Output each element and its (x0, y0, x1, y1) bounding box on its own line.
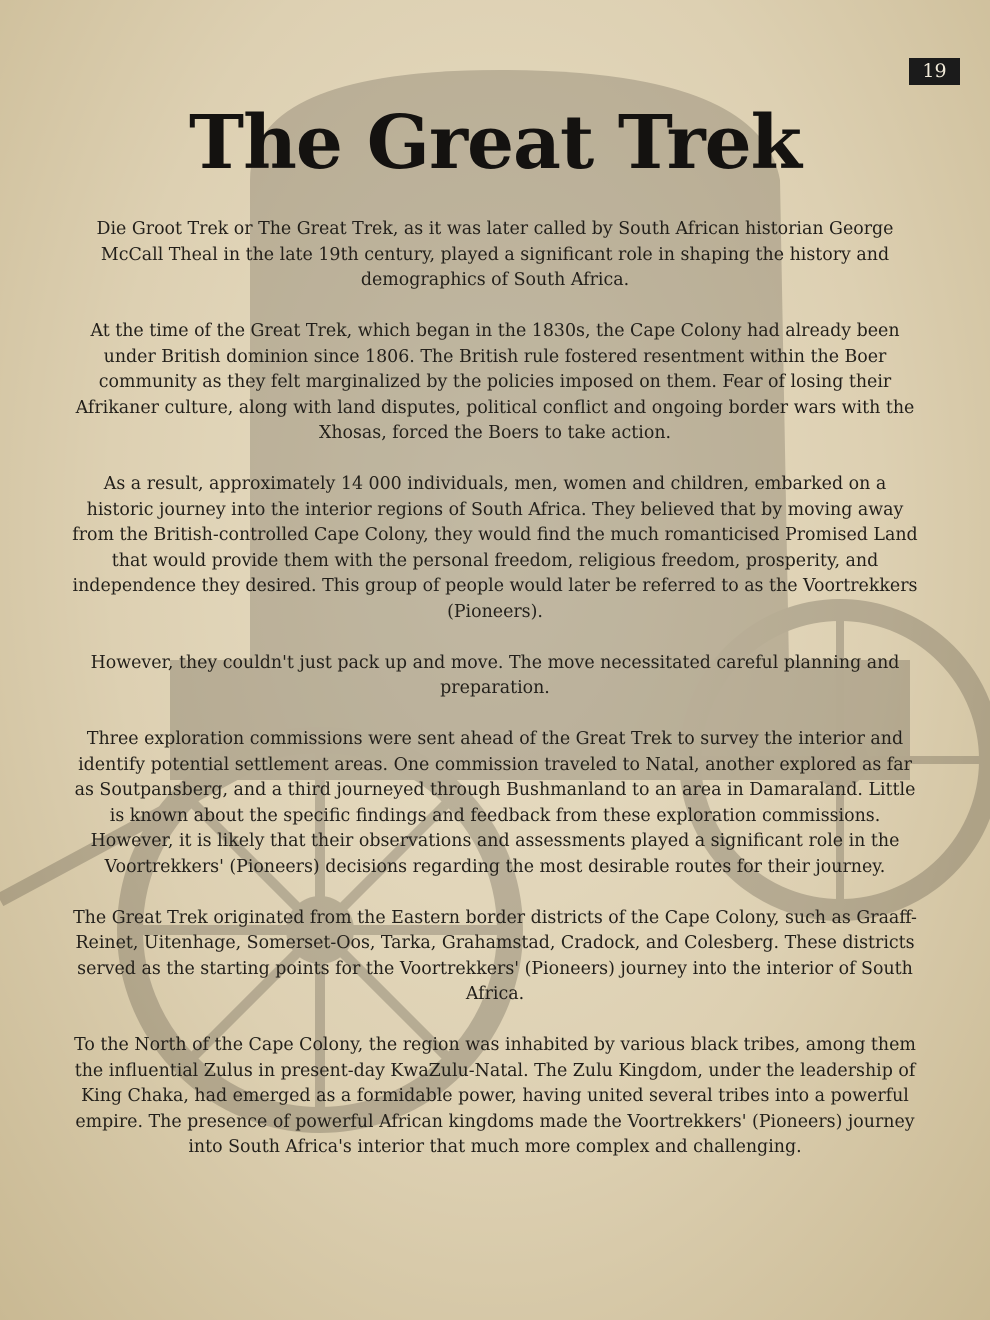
page-number-badge: 19 (909, 58, 960, 85)
paragraph-3: As a result, approximately 14 000 individuals, men, women and children, embarked on a historic journey into the interior regions of South Africa. They believed that by moving away from the British-controlled Cape Colony, they would find the much romanticised Promised Land that would provide them with the personal freedom, religious freedom, prosperity, and independence they desired. This group of people would later be referred to as the Voortrekkers (Pioneers). (72, 474, 918, 622)
paragraph-6: The Great Trek originated from the Eastern border districts of the Cape Colony, such as Graaff-Reinet, Uitenhage, Somerset-Oos, Tarka, Grahamstad, Cradock, and Colesberg. These districts served as the starting points for the Voortrekkers' (Pioneers) journey into the interior of South Africa. (73, 907, 917, 1004)
page-title: The Great Trek (189, 100, 801, 186)
paragraph-5: Three exploration commissions were sent ahead of the Great Trek to survey the interior and identify potential settlement areas. One commission traveled to Natal, another explored as far as Soutpansberg, and a third journeyed through Bushmanland to an area in Damaraland. Little is known about the specific findings and feedback from these exploration commissions. However, it is likely that their observations and assessments played a significant role in the Voortrekkers' (Pioneers) decisions regarding the most desirable routes for their journey. (74, 729, 916, 877)
paragraph-1: Die Groot Trek or The Great Trek, as it was later called by South African historian George McCall Theal in the late 19th century, played a significant role in shaping the history and demographics of South Africa. (96, 219, 894, 290)
paragraph-4: However, they couldn't just pack up and move. The move necessitated careful planning and preparation. (90, 652, 900, 698)
paragraph-7: To the North of the Cape Colony, the region was inhabited by various black tribes, among them the influential Zulus in present-day KwaZulu-Natal. The Zulu Kingdom, under the leadership of King Chaka, had emerged as a formidable power, having united several tribes into a powerful empire. The presence of powerful African kingdoms made the Voortrekkers' (Pioneers) journey into South Africa's interior that much more complex and challenging. (74, 1035, 916, 1157)
article-body (70, 217, 920, 1161)
paragraph-2: At the time of the Great Trek, which began in the 1830s, the Cape Colony had already been under British dominion since 1806. The British rule fostered resentment within the Boer community as they felt marginalized by the policies imposed on them. Fear of losing their Afrikaner culture, along with land disputes, political conflict and ongoing border wars with the Xhosas, forced the Boers to take action. (75, 321, 915, 443)
